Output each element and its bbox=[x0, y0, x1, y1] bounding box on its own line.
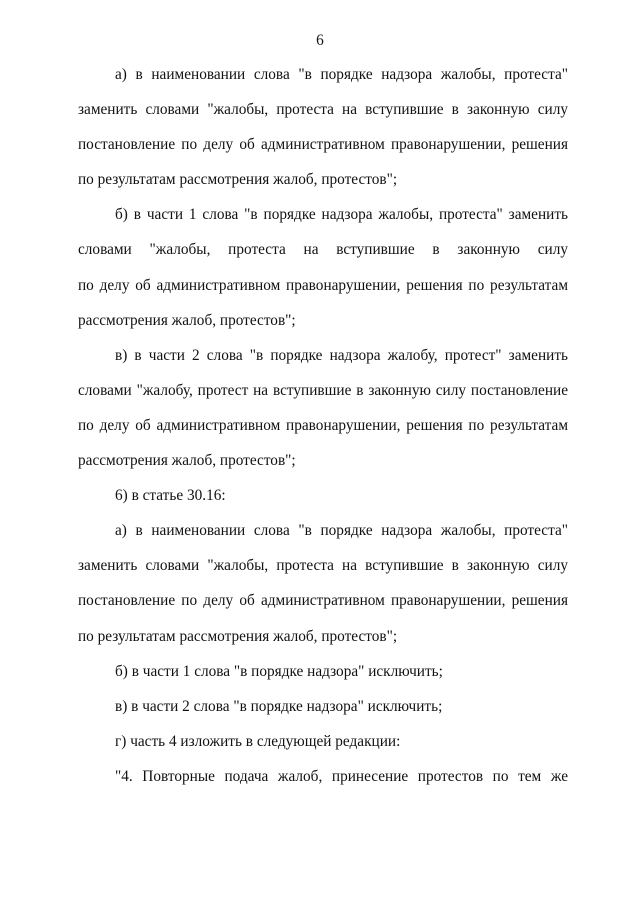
paragraph bbox=[78, 513, 568, 653]
text-line: в) в части 2 слова "в порядке надзора" исключить; bbox=[115, 697, 443, 715]
text-line: а) в наименовании слова "в порядке надзора жалобы, протеста" bbox=[115, 522, 568, 540]
text-line: рассмотрения жалоб, протестов"; bbox=[78, 311, 296, 329]
text-line: а) в наименовании слова "в порядке надзора жалобы, протеста" bbox=[115, 66, 568, 83]
paragraph bbox=[78, 338, 568, 478]
document-body bbox=[78, 57, 568, 794]
text-line: постановление по делу об административном правонарушении, решения bbox=[78, 136, 568, 154]
text-line: б) в части 1 слова "в порядке надзора" исключить; bbox=[115, 662, 443, 680]
text-line: заменить словами "жалобы, протеста на вступившие в законную силу bbox=[78, 101, 568, 119]
text-line: в) в части 2 слова "в порядке надзора жалобу, протест" заменить bbox=[115, 346, 568, 364]
text-line: словами "жалобы, протеста на вступившие в законную силу bbox=[78, 241, 568, 259]
text-line: по результатам рассмотрения жалоб, протестов"; bbox=[78, 171, 398, 189]
text-line: "4. Повторные подача жалоб, принесение протестов по тем же bbox=[115, 767, 568, 785]
text-line: заменить словами "жалобы, протеста на вступившие в законную силу bbox=[78, 557, 568, 575]
paragraph bbox=[78, 57, 568, 197]
text-line: постановление по делу об административном правонарушении, решения bbox=[78, 592, 568, 610]
paragraph bbox=[78, 478, 568, 513]
text-line: по делу об административном правонарушении, решения по результатам bbox=[78, 416, 568, 434]
paragraph bbox=[78, 654, 568, 689]
text-line: по делу об административном правонарушении, решения по результатам bbox=[78, 276, 568, 294]
paragraph bbox=[78, 197, 568, 337]
page-number: 6 bbox=[316, 32, 324, 49]
text-line: по результатам рассмотрения жалоб, протестов"; bbox=[78, 627, 398, 645]
paragraph bbox=[78, 759, 568, 794]
text-line: г) часть 4 изложить в следующей редакции: bbox=[115, 732, 401, 750]
text-line: б) в части 1 слова "в порядке надзора жалобы, протеста" заменить bbox=[115, 206, 568, 224]
text-line: словами "жалобу, протест на вступившие в законную силу постановление bbox=[78, 381, 568, 399]
paragraph bbox=[78, 724, 568, 759]
paragraph bbox=[78, 689, 568, 724]
text-line: 6) в статье 30.16: bbox=[115, 487, 226, 505]
text-line: рассмотрения жалоб, протестов"; bbox=[78, 452, 296, 470]
